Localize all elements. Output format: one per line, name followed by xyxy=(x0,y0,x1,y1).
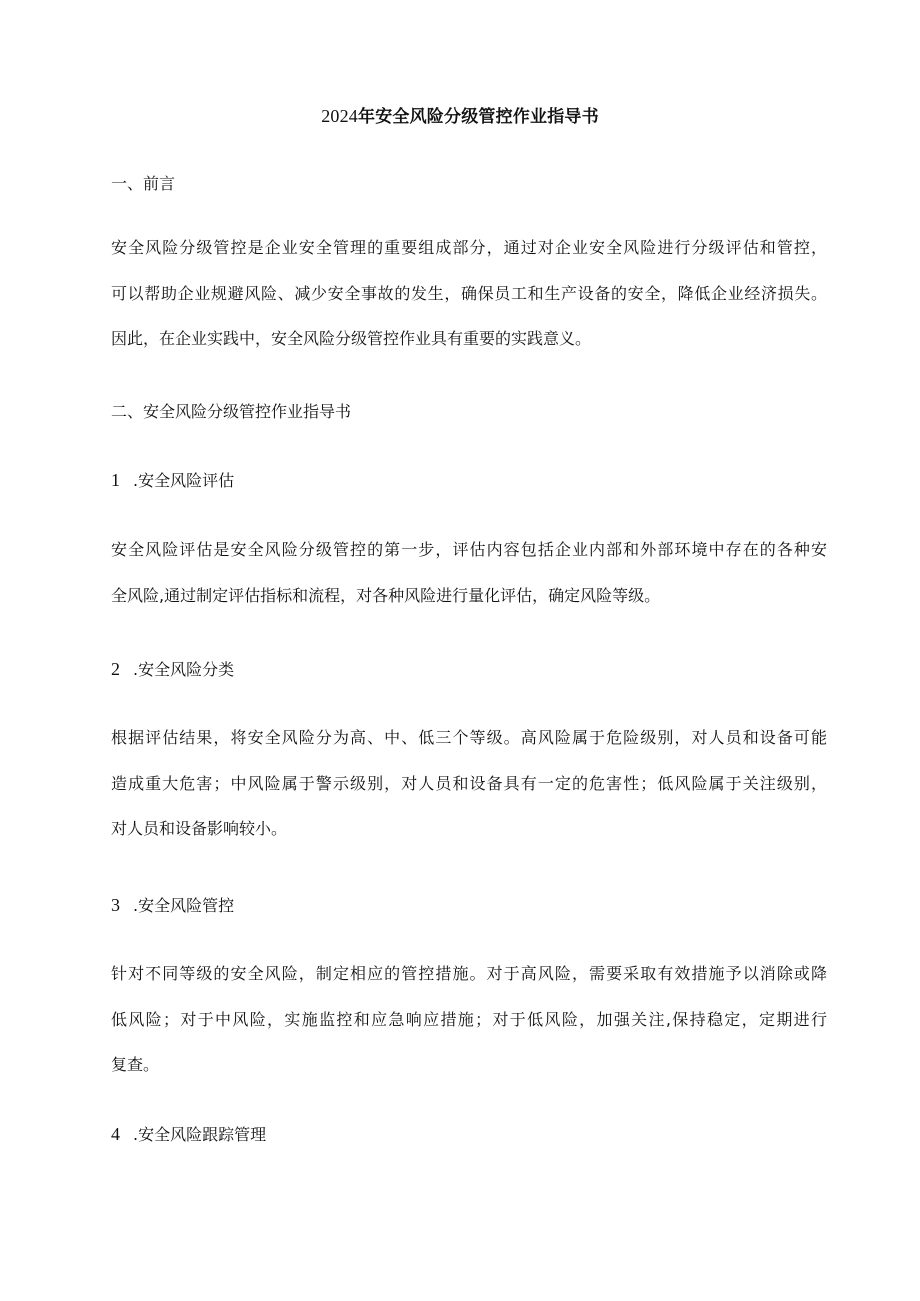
item-number: 4 xyxy=(111,1124,120,1144)
section-heading-guide: 二、安全风险分级管控作业指导书 xyxy=(111,402,352,421)
paragraph-line: 全风险,通过制定评估指标和流程，对各种风险进行量化评估，确定风险等级。 xyxy=(111,585,661,605)
paragraph-line: 安全风险评估是安全风险分级管控的第一步，评估内容包括企业内部和外部环境中存在的各种安 xyxy=(111,540,827,559)
subheading-risk-tracking xyxy=(111,1122,266,1147)
paragraph-line: 对人员和设备影响较小。 xyxy=(111,819,288,838)
paragraph-line: 造成重大危害；中风险属于警示级别，对人员和设备具有一定的危害性；低风险属于关注级别， xyxy=(111,773,827,793)
document-title xyxy=(0,104,920,129)
paragraph-line: 因此，在企业实践中，安全风险分级管控作业具有重要的实践意义。 xyxy=(111,329,592,348)
item-heading: .安全风险跟踪管理 xyxy=(133,1125,267,1144)
title-text: 年安全风险分级管控作业指导书 xyxy=(358,107,599,127)
subheading-risk-control xyxy=(111,893,234,918)
paragraph-line: 针对不同等级的安全风险，制定相应的管控措施。对于高风险，需要采取有效措施予以消除或降 xyxy=(111,964,827,983)
risk-classification-paragraph xyxy=(111,726,827,841)
item-heading: .安全风险分类 xyxy=(133,660,235,679)
item-number: 2 xyxy=(111,659,120,679)
paragraph-line: 安全风险分级管控是企业安全管理的重要组成部分，通过对企业安全风险进行分级评估和管控， xyxy=(111,238,827,257)
paragraph-line: 复查。 xyxy=(111,1055,160,1074)
paragraph-line: 低风险；对于中风险，实施监控和应急响应措施；对于低风险，加强关注,保持稳定，定期进行 xyxy=(111,1009,827,1029)
subheading-risk-assessment xyxy=(111,468,234,493)
paragraph-line: 可以帮助企业规避风险、减少安全事故的发生，确保员工和生产设备的安全，降低企业经济损失。 xyxy=(111,283,827,303)
risk-control-paragraph xyxy=(111,962,827,1077)
subheading-risk-classification xyxy=(111,657,234,682)
title-year: 2024 xyxy=(321,106,358,126)
paragraph-line: 根据评估结果，将安全风险分为高、中、低三个等级。高风险属于危险级别，对人员和设备可能 xyxy=(111,728,827,747)
item-heading: .安全风险管控 xyxy=(133,896,235,915)
risk-assessment-paragraph xyxy=(111,538,827,608)
item-number: 3 xyxy=(111,895,120,915)
section-heading-preface: 一、前言 xyxy=(111,174,176,193)
item-number: 1 xyxy=(111,470,120,490)
item-heading: .安全风险评估 xyxy=(133,471,235,490)
preface-paragraph xyxy=(111,236,827,351)
